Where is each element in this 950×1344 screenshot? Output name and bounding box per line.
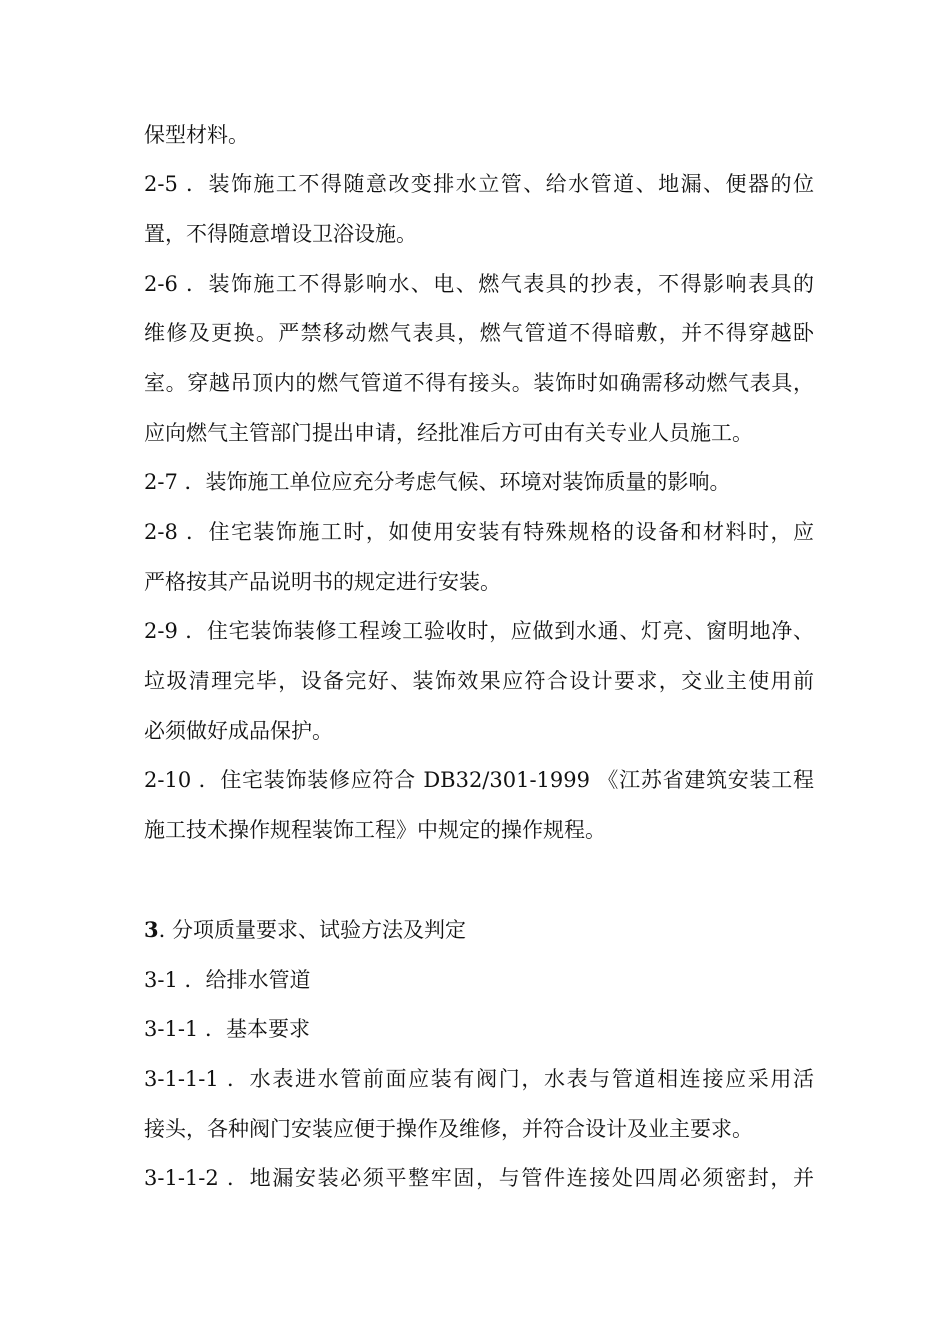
text-line: 必须做好成品保护。 — [144, 719, 333, 743]
text-line: 2-10 ．住宅装饰装修应符合 DB32/301-1999 《江苏省建筑安装工程 — [144, 768, 814, 792]
text-line: 2-9 ．住宅装饰装修工程竣工验收时，应做到水通、灯亮、窗明地净、 — [144, 619, 814, 643]
text-line: 3-1-1-1 ．水表进水管前面应装有阀门，水表与管道相连接应采用活 — [144, 1067, 814, 1091]
section-title: . 分项质量要求、试验方法及判定 — [158, 918, 466, 942]
text-line: 3-1-1-2 ．地漏安装必须平整牢固，与管件连接处四周必须密封，并 — [144, 1166, 814, 1190]
text-line: 保型材料。 — [144, 123, 249, 147]
text-line: 2-7 ．装饰施工单位应充分考虑气候、环境对装饰质量的影响。 — [144, 470, 731, 494]
subsection-heading: 3-1 ．给排水管道 — [144, 968, 311, 992]
text-line: 维修及更换。严禁移动燃气表具，燃气管道不得暗敷，并不得穿越卧 — [144, 321, 814, 345]
text-line: 应向燃气主管部门提出申请，经批准后方可由有关专业人员施工。 — [144, 421, 753, 445]
section-number: 3 — [144, 917, 159, 942]
text-line: 2-6 ．装饰施工不得影响水、电、燃气表具的抄表，不得影响表具的 — [144, 272, 814, 296]
text-line: 置，不得随意增设卫浴设施。 — [144, 222, 417, 246]
text-line: 室。穿越吊顶内的燃气管道不得有接头。装饰时如确需移动燃气表具， — [144, 371, 814, 395]
text-line: 2-5 ．装饰施工不得随意改变排水立管、给水管道、地漏、便器的位 — [144, 172, 814, 196]
text-line: 接头，各种阀门安装应便于操作及维修，并符合设计及业主要求。 — [144, 1117, 753, 1141]
subsection-heading: 3-1-1 ．基本要求 — [144, 1017, 310, 1041]
text-line: 2-8 ．住宅装饰施工时，如使用安装有特殊规格的设备和材料时，应 — [144, 520, 814, 544]
section-heading — [144, 910, 814, 950]
text-line: 施工技术操作规程装饰工程》中规定的操作规程。 — [144, 818, 606, 842]
text-line: 垃圾清理完毕，设备完好、装饰效果应符合设计要求，交业主使用前 — [144, 669, 814, 693]
text-line: 严格按其产品说明书的规定进行安装。 — [144, 570, 501, 594]
